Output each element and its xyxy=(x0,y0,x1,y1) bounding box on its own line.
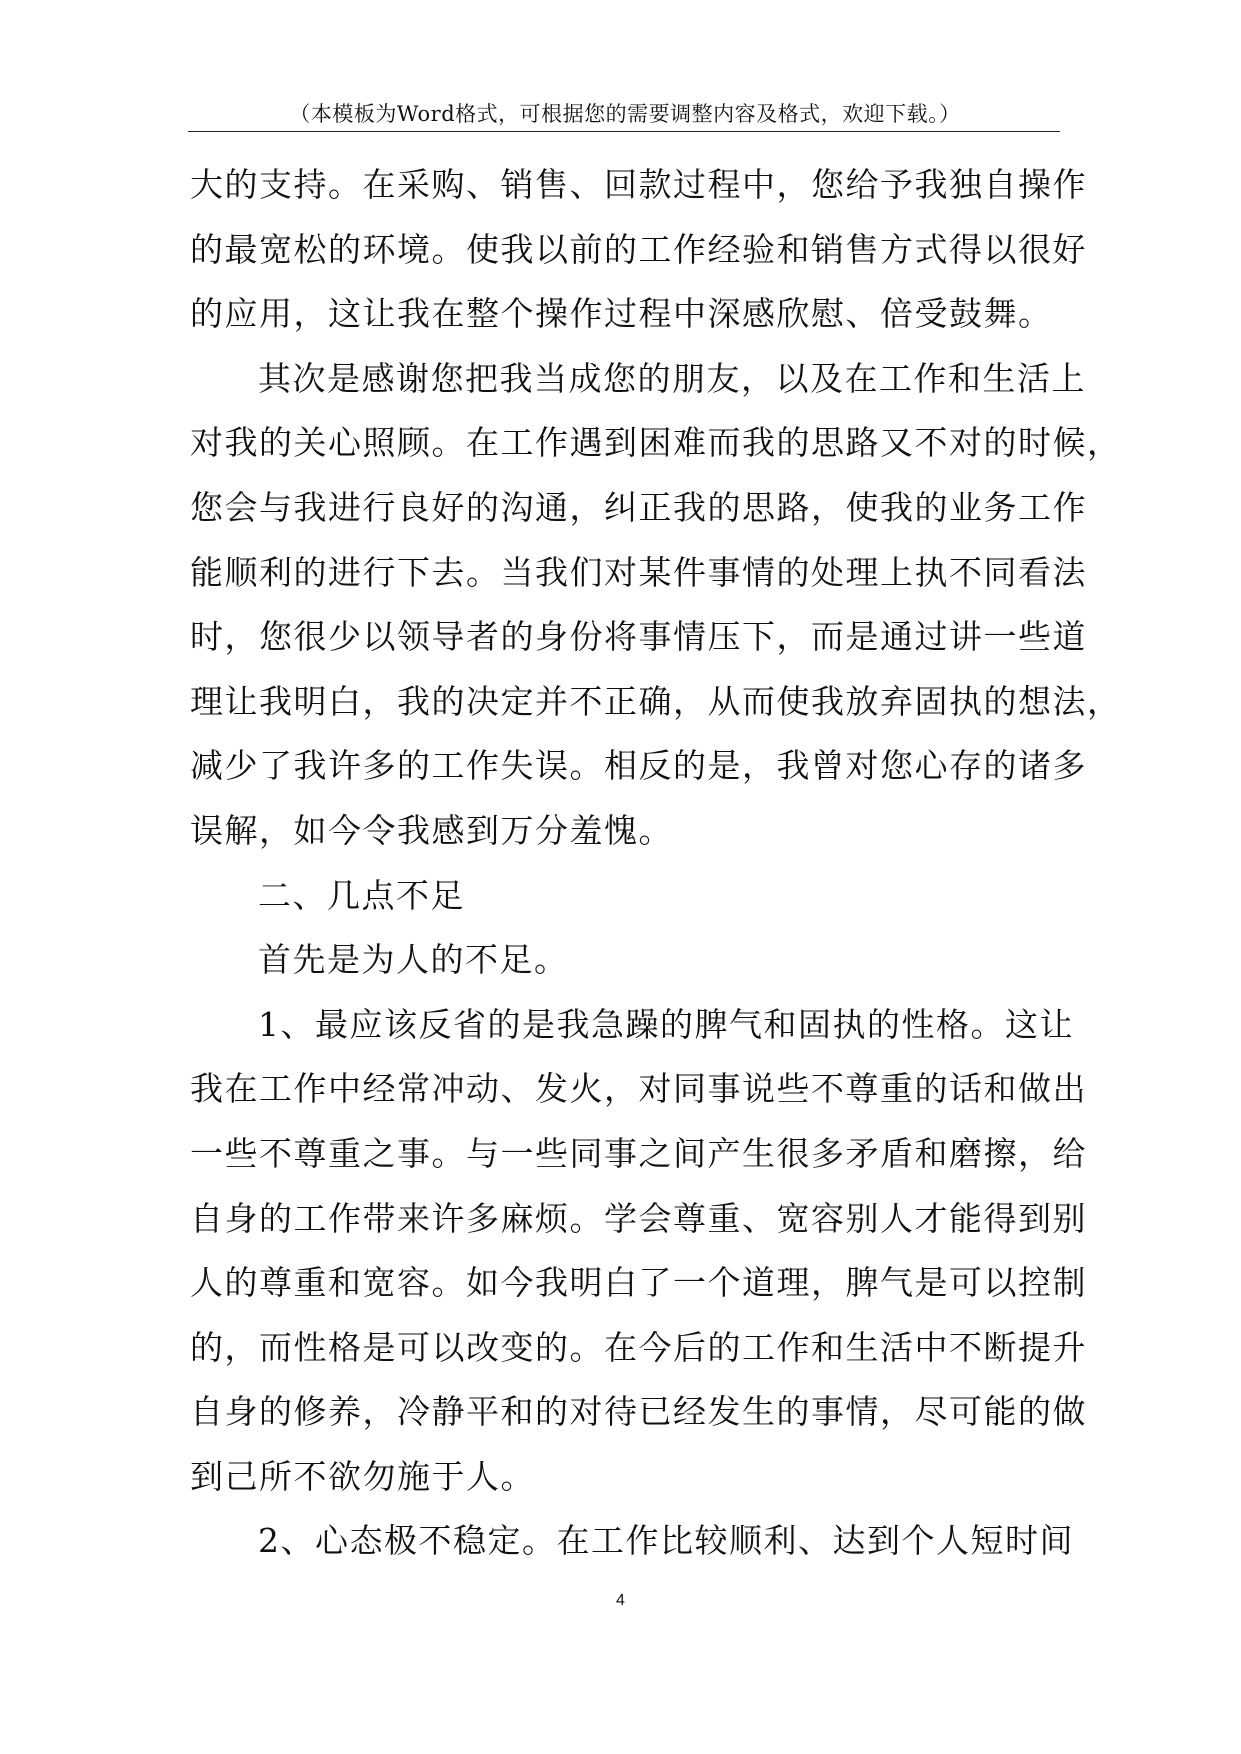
page-number: 4 xyxy=(616,1592,625,1609)
text-line: 一些不尊重之事。与一些同事之间产生很多矛盾和磨擦，给 xyxy=(190,1133,1087,1173)
text-line: 对我的关心照顾。在工作遇到困难而我的思路又不对的时候， xyxy=(190,423,1122,463)
text-line: 能顺利的进行下去。当我们对某件事情的处理上执不同看法 xyxy=(190,552,1087,592)
document-body xyxy=(190,153,1122,1574)
text-line: 其次是感谢您把我当成您的朋友，以及在工作和生活上 xyxy=(258,358,1086,398)
text-line: 减少了我许多的工作失误。相反的是，我曾对您心存的诸多 xyxy=(190,746,1087,786)
header-notice: （本模板为Word格式，可根据您的需要调整内容及格式，欢迎下载。） xyxy=(289,102,961,126)
text-line: 人的尊重和宽容。如今我明白了一个道理，脾气是可以控制 xyxy=(190,1263,1087,1303)
text-line: 的应用，这让我在整个操作过程中深感欣慰、倍受鼓舞。 xyxy=(190,294,1053,334)
text-line: 2、心态极不稳定。在工作比较顺利、达到个人短时间 xyxy=(258,1521,1074,1561)
text-line: 时，您很少以领导者的身份将事情压下，而是通过讲一些道 xyxy=(190,617,1087,657)
text-line: 二、几点不足 xyxy=(258,875,465,915)
text-line: 到己所不欲勿施于人。 xyxy=(190,1456,535,1496)
text-line: 自身的修养，冷静平和的对待已经发生的事情，尽可能的做 xyxy=(190,1392,1087,1432)
text-line: 自身的工作带来许多麻烦。学会尊重、宽容别人才能得到别 xyxy=(190,1198,1087,1238)
header-rule xyxy=(188,131,1060,132)
text-line: 误解，如今令我感到万分羞愧。 xyxy=(190,810,673,850)
text-line: 理让我明白，我的决定并不正确，从而使我放弃固执的想法， xyxy=(190,681,1122,721)
text-line: 的最宽松的环境。使我以前的工作经验和销售方式得以很好 xyxy=(190,229,1087,269)
text-line: 1、最应该反省的是我急躁的脾气和固执的性格。这让 xyxy=(258,1004,1074,1044)
text-line: 的，而性格是可以改变的。在今后的工作和生活中不断提升 xyxy=(190,1327,1087,1367)
text-line: 首先是为人的不足。 xyxy=(258,940,569,980)
text-line: 我在工作中经常冲动、发火，对同事说些不尊重的话和做出 xyxy=(190,1069,1087,1109)
text-line: 您会与我进行良好的沟通，纠正我的思路，使我的业务工作 xyxy=(190,487,1087,527)
text-line: 大的支持。在采购、销售、回款过程中，您给予我独自操作 xyxy=(190,165,1087,204)
